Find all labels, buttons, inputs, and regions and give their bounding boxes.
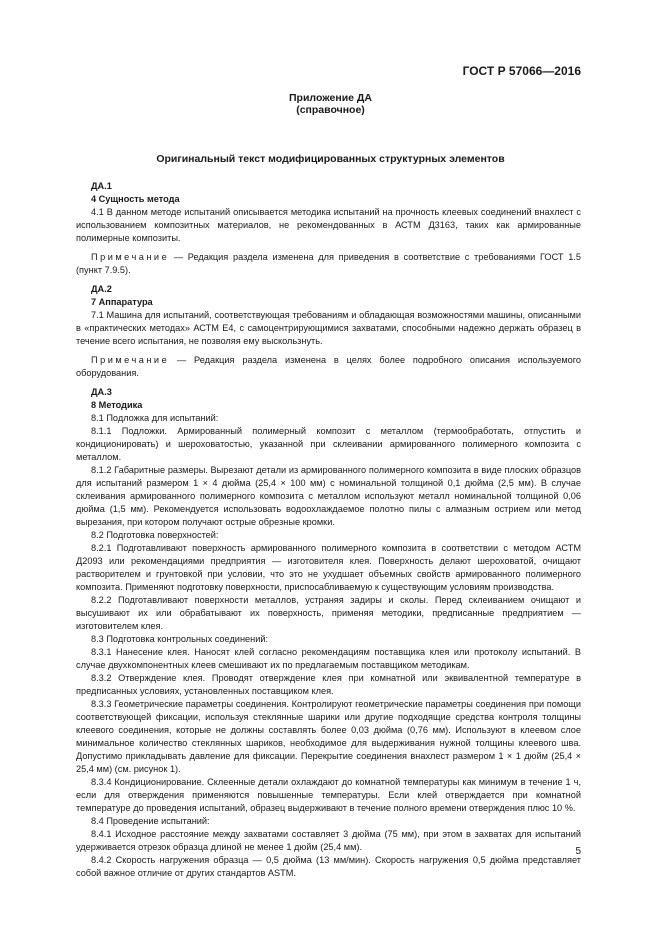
annex-subtitle: (справочное) (296, 104, 365, 116)
document-heading: Оригинальный текст модифицированных структурных элементов (156, 153, 505, 165)
paragraph-8-4: 8.4 Проведение испытаний: (91, 816, 210, 826)
note-text: — Редакция раздела изменена в целях более подробного описания используемого оборудования. (76, 355, 581, 378)
page-number: 5 (575, 846, 581, 857)
document-body (76, 180, 581, 880)
paragraph-8-3-3: 8.3.3 Геометрические параметры соединения. Контролируют геометрические параметры соединения при помощи соответствующей фиксации, используя стеклянные шарики или другие подходящие средства контроля толщины клеевого соединения, которые не должны составлять более 0,03 дюйма (0,76 мм). Используют в клеевом слое минимальное количество стеклянных шариков, необходимое для выдерживания нужной толщины клеевого шва. Допустимо прикладывать давление для фиксации. Перекрытие соединения внахлест размером 1 × 1 дюйм (25,4 × 25,4 мм) (см. рисунок 1). (76, 699, 581, 774)
paragraph-8-1-1: 8.1.1 Подложки. Армированный полимерный композит с металлом (термообработать, отпустить и кондиционировать) и шероховатостью, указанной при склеивании армированного полимерного композита с металлом. (76, 426, 581, 462)
note-da2 (76, 354, 581, 380)
note-da1 (76, 251, 581, 277)
paragraph-8-3-2: 8.3.2 Отверждение клея. Проводят отверждение клея при комнатной или эквивалентной температуре в предписанных условиях, установленных поставщиком клея. (76, 673, 581, 696)
paragraph-8-3: 8.3 Подготовка контрольных соединений: (91, 634, 269, 644)
note-text: — Редакция раздела изменена для приведения в соответствие с требованиями ГОСТ 1.5 (пункт 7.9.5). (76, 252, 581, 275)
document-standard-number: ГОСТ Р 57066—2016 (462, 64, 581, 78)
section-label-da2: ДА.2 (91, 284, 112, 294)
paragraph-8-4-2: 8.4.2 Скорость нагружения образца — 0,5 дюйма (13 мм/мин). Скорость нагружения 0,5 дюйма представляет собой важное отличие от других стандартов ASTM. (76, 855, 581, 878)
section-heading-da3: 8 Методика (91, 400, 143, 410)
paragraph-8-1: 8.1 Подложка для испытаний: (91, 413, 219, 423)
note-label: Примечание (91, 252, 170, 262)
paragraph-8-2-1: 8.2.1 Подготавливают поверхность армированного полимерного композита в соответствии с методом АСТМ Д2093 или рекомендациями предприятия — изготовителя клея. Поверхность делают шероховатой, очищают растворителем и грунтовкой при условии, что это не ухудшает объемных свойств армированного полимерного композита. Применяют подготовку поверхности, приспосабливаемую к существующим условиям производства. (76, 543, 581, 592)
paragraph-8-3-1: 8.3.1 Нанесение клея. Наносят клей согласно рекомендациям поставщика клея или протоколу испытаний. В случае двухкомпонентных клеев смешивают их по предлагаемым поставщиком методикам. (76, 647, 581, 670)
paragraph-4-1: 4.1 В данном методе испытаний описывается методика испытаний на прочность клеевых соединений внахлест с использованием композитных материалов, не рекомендованных в АСТМ Д3163, таких как армированные полимерные композиты. (76, 207, 581, 243)
paragraph-7-1: 7.1 Машина для испытаний, соответствующая требованиям и обладающая возможностями машины, описанными в «практических методах» АСТМ Е4, с самоцентрирующимися захватами, способными надежно держать образец в течение всего испытания, не позволяя ему выскользнуть. (76, 310, 581, 346)
annex-title-block (0, 92, 661, 116)
section-label-da1: ДА.1 (91, 181, 112, 191)
section-label-da3: ДА.3 (91, 387, 112, 397)
note-label: Примечание (91, 355, 170, 365)
paragraph-8-3-4: 8.3.4 Кондиционирование. Склеенные детали охлаждают до комнатной температуры как минимум в течение 1 ч, если для отверждения применяются повышенные температуры. Если клей отверждается при комнатной температуре до проведения испытаний, образец выдерживают в течение полного времени отверждения плюс 10 %. (76, 777, 581, 813)
paragraph-8-1-2: 8.1.2 Габаритные размеры. Вырезают детали из армированного полимерного композита в виде плоских образцов для испытаний размером 1 × 4 дюйма (25,4 × 100 мм) с номинальной толщиной 0,1 дюйма (2,5 мм). В случае склеивания армированного полимерного композита с металлом используют металл номинальной толщиной 0,06 дюйма (1,5 мм). Рекомендуется использовать водоохлаждаемое полотно пилы с алмазным острием или метод вырезания, при котором получают острые обрезные кромки. (76, 465, 581, 527)
section-heading-da1: 4 Сущность метода (91, 194, 180, 204)
paragraph-8-2: 8.2 Подготовка поверхностей: (91, 530, 219, 540)
section-heading-da2: 7 Аппаратура (91, 297, 153, 307)
paragraph-8-4-1: 8.4.1 Исходное расстояние между захватами составляет 3 дюйма (75 мм), при этом в захватах для испытаний удерживается отрезок образца длиной не менее 1 дюйм (25,4 мм). (76, 829, 581, 852)
annex-title: Приложение ДА (289, 92, 372, 104)
paragraph-8-2-2: 8.2.2 Подготавливают поверхности металлов, устраняя задиры и сколы. Перед склеиванием очищают и высушивают их или обрабатывают их поверхность, применяя методики, предписанные предприятием — изготовителем клея. (76, 595, 581, 631)
